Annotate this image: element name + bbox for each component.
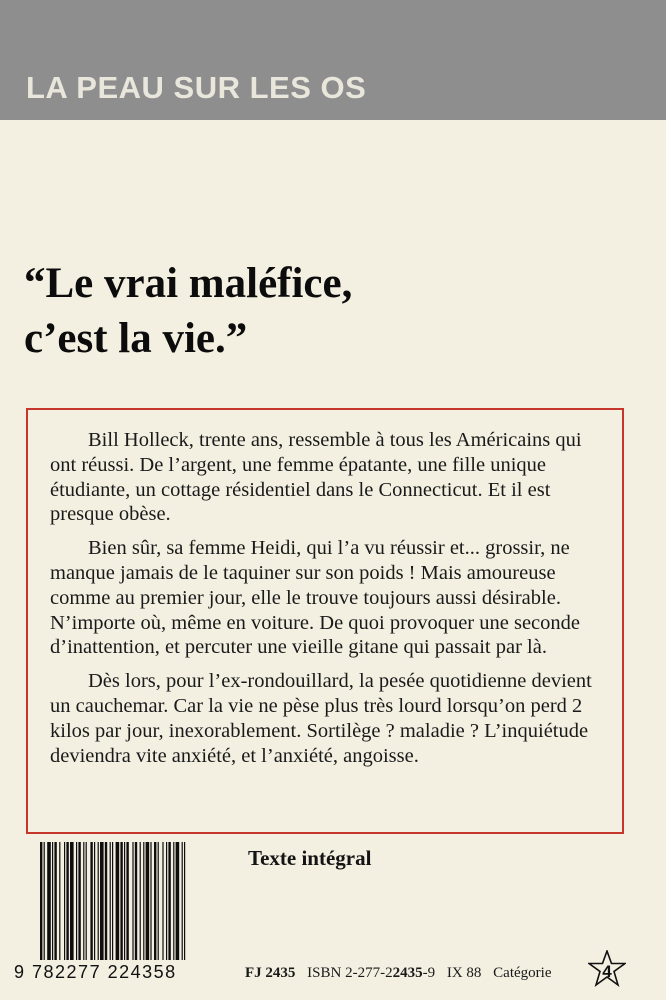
- barcode-bar: [135, 842, 137, 960]
- texte-integral-label: Texte intégral: [248, 846, 372, 870]
- isbn: [307, 965, 435, 981]
- barcode-bar: [110, 842, 111, 960]
- collection-code: FJ 2435: [245, 965, 296, 981]
- synopsis-paragraph-1: Bill Holleck, trente ans, ressemble à tous les Américains qui ont réussi. De l’argent, une femme épatante, une fille unique étudiante, un cottage résidentiel dans le Connecticut. Et il est presque obèse.: [50, 429, 582, 526]
- category-number: 4: [602, 962, 612, 981]
- synopsis-paragraph-3: Dès lors, pour l’ex-rondouillard, la pesée quotidienne devient un cauchemar. Car la vie ne pèse plus très lourd lorsqu’on perd 2 kilos par jour, inexorablement. Sortilège ? maladie ? L’inquiétude deviendra vite anxiété, et l’anxiété, angoisse.: [50, 670, 592, 767]
- barcode-bar: [124, 842, 125, 960]
- barcode-bar: [182, 842, 183, 960]
- series-title: LA PEAU SUR LES OS: [26, 70, 367, 105]
- barcode-bar: [162, 842, 163, 960]
- barcode-bar: [132, 842, 133, 960]
- barcode-bar: [66, 842, 68, 960]
- barcode-bar: [143, 842, 144, 960]
- barcode-digits: 9 782277 224358: [14, 962, 177, 982]
- barcode-bar: [78, 842, 80, 960]
- barcode-bar: [94, 842, 95, 960]
- barcode-bar: [140, 842, 141, 960]
- barcode-bar: [184, 842, 185, 960]
- barcode-bar: [176, 842, 180, 960]
- barcode-bar: [166, 842, 167, 960]
- barcode-bar: [83, 842, 84, 960]
- quote-line-2: c’est la vie.”: [24, 315, 248, 362]
- barcode-bar: [59, 842, 60, 960]
- barcode-bar: [70, 842, 74, 960]
- barcode-bar: [100, 842, 104, 960]
- barcode-bar: [154, 842, 156, 960]
- synopsis-paragraph-2: Bien sûr, sa femme Heidi, qui l’a vu réussir et... grossir, ne manque jamais de le taquiner sur son poids ! Mais amoureuse comme au premier jour, elle le trouve toujours aussi désirable. N’importe où, même en voiture. De quoi provoquer une seconde d’inattention, et percuter une vieille gitane qui passait par là.: [50, 537, 580, 659]
- barcode-bar: [90, 842, 92, 960]
- barcode-bar: [47, 842, 51, 960]
- barcode-bar: [98, 842, 99, 960]
- barcode-bar: [64, 842, 65, 960]
- categorie-label: Catégorie: [493, 965, 552, 981]
- category-star-icon: [588, 950, 626, 988]
- barcode-bar: [40, 842, 42, 960]
- barcode-bar: [126, 842, 128, 960]
- tagline-quote: [24, 256, 624, 366]
- barcode-bar: [105, 842, 107, 960]
- barcode-bar: [54, 842, 56, 960]
- barcode-bar: [173, 842, 174, 960]
- barcode-bar: [52, 842, 53, 960]
- isbn-suffix: -9: [422, 965, 436, 981]
- barcode-bar: [76, 842, 77, 960]
- isbn-bold: 2435: [392, 965, 423, 981]
- barcode-bar: [116, 842, 120, 960]
- barcode-bar: [86, 842, 87, 960]
- barcode: [38, 842, 230, 966]
- isbn-prefix: ISBN 2-277-2: [307, 965, 393, 981]
- barcode-bar: [150, 842, 151, 960]
- ix-code: IX 88: [446, 965, 482, 981]
- barcode-bar: [168, 842, 170, 960]
- barcode-bar: [120, 842, 122, 960]
- barcode-bar: [112, 842, 113, 960]
- barcode-bar: [158, 842, 159, 960]
- synopsis-text: [50, 428, 610, 777]
- barcode-bar: [44, 842, 45, 960]
- quote-line-1: “Le vrai maléfice,: [24, 260, 353, 307]
- barcode-bar: [146, 842, 150, 960]
